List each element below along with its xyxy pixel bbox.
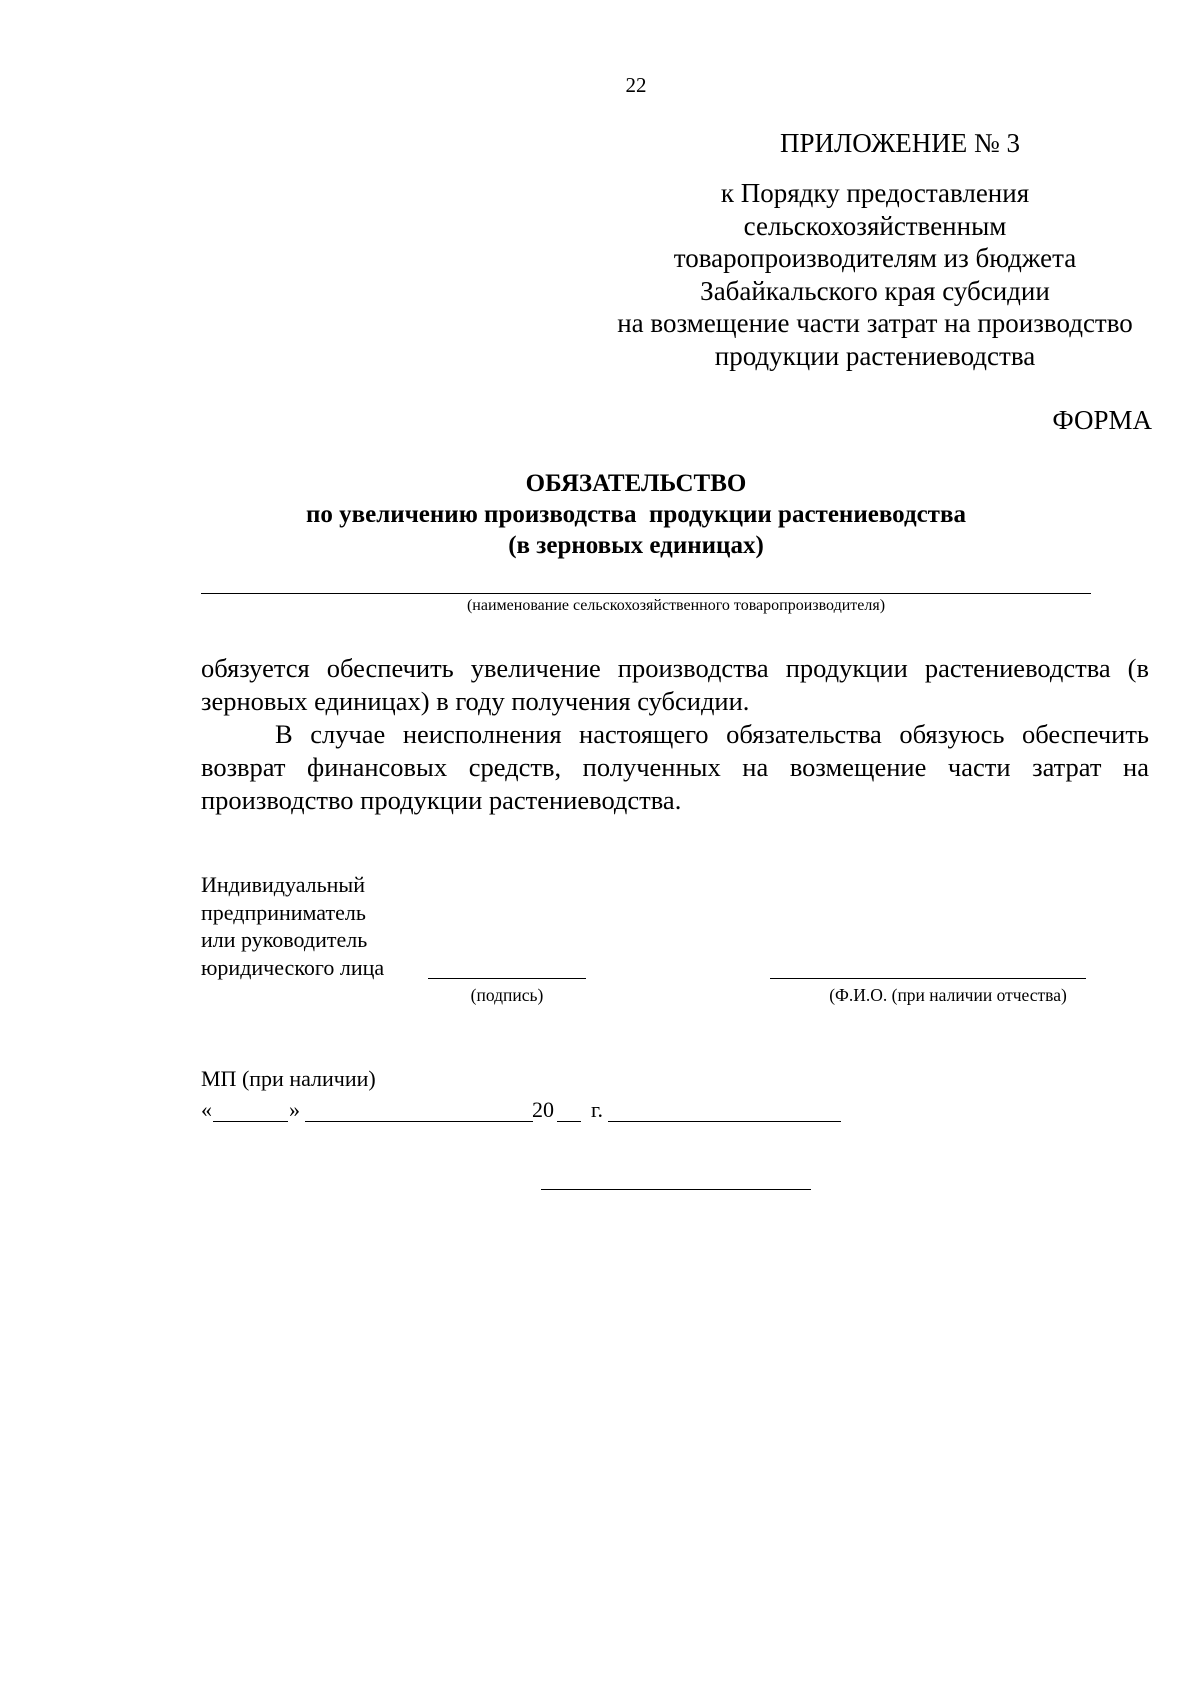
- producer-name-caption: (наименование сельскохозяйственного товаропроизводителя): [466, 597, 886, 614]
- date-century: 20: [532, 1097, 554, 1122]
- appendix-reference-line: продукции растениеводства: [714, 340, 1036, 371]
- appendix-reference-line: товаропроизводителям из бюджета: [673, 243, 1077, 273]
- stamp-label: МП (при наличии): [201, 1066, 376, 1091]
- day-field[interactable]: [213, 1121, 288, 1122]
- obligation-paragraph: обязуется обеспечить увеличение производства продукции растениеводства (в зерновых единицах) в году получения субсидии.: [201, 653, 1149, 716]
- date-close-quote: »: [289, 1097, 300, 1122]
- appendix-title: ПРИЛОЖЕНИЕ № 3: [779, 128, 1021, 158]
- obligation-text: [201, 652, 1149, 817]
- full-name-caption: (Ф.И.О. (при наличии отчества): [829, 985, 1067, 1005]
- appendix-reference-line: сельскохозяйственным: [743, 210, 1007, 241]
- document-title: [0, 468, 1200, 561]
- appendix-reference: [600, 177, 1150, 372]
- extra-field[interactable]: [608, 1121, 841, 1122]
- year-suffix: г.: [591, 1097, 604, 1122]
- signature-field[interactable]: [428, 978, 586, 979]
- signatory-role: [201, 871, 384, 981]
- month-field[interactable]: [305, 1121, 533, 1122]
- full-name-field[interactable]: [770, 978, 1086, 979]
- bottom-divider: [541, 1189, 811, 1190]
- signatory-role-line: предприниматель: [201, 899, 366, 925]
- appendix-reference-line: на возмещение части затрат на производство: [617, 308, 1133, 338]
- date-open-quote: «: [201, 1097, 212, 1122]
- producer-name-field[interactable]: [201, 593, 1091, 594]
- appendix-reference-line: к Порядку предоставления: [720, 178, 1030, 208]
- signature-caption: (подпись): [470, 985, 544, 1005]
- appendix-reference-line: Забайкальского края субсидии: [700, 275, 1050, 306]
- document-title-line: (в зерновых единицах): [508, 532, 764, 559]
- document-title-line: ОБЯЗАТЕЛЬСТВО: [525, 470, 747, 497]
- signatory-role-line: или руководитель: [201, 927, 368, 952]
- page-number: 22: [625, 73, 647, 97]
- signatory-role-line: юридического лица: [201, 954, 385, 980]
- signatory-role-line: Индивидуальный: [201, 872, 365, 897]
- form-label: ФОРМА: [1052, 405, 1152, 435]
- year-field[interactable]: [557, 1121, 581, 1122]
- document-title-line: по увеличению производства продукции растениеводства: [306, 501, 966, 528]
- penalty-paragraph: В случае неисполнения настоящего обязательства обязуюсь обеспечить возврат финансовых средств, полученных на возмещение части затрат на производство продукции растениеводства.: [201, 719, 1149, 815]
